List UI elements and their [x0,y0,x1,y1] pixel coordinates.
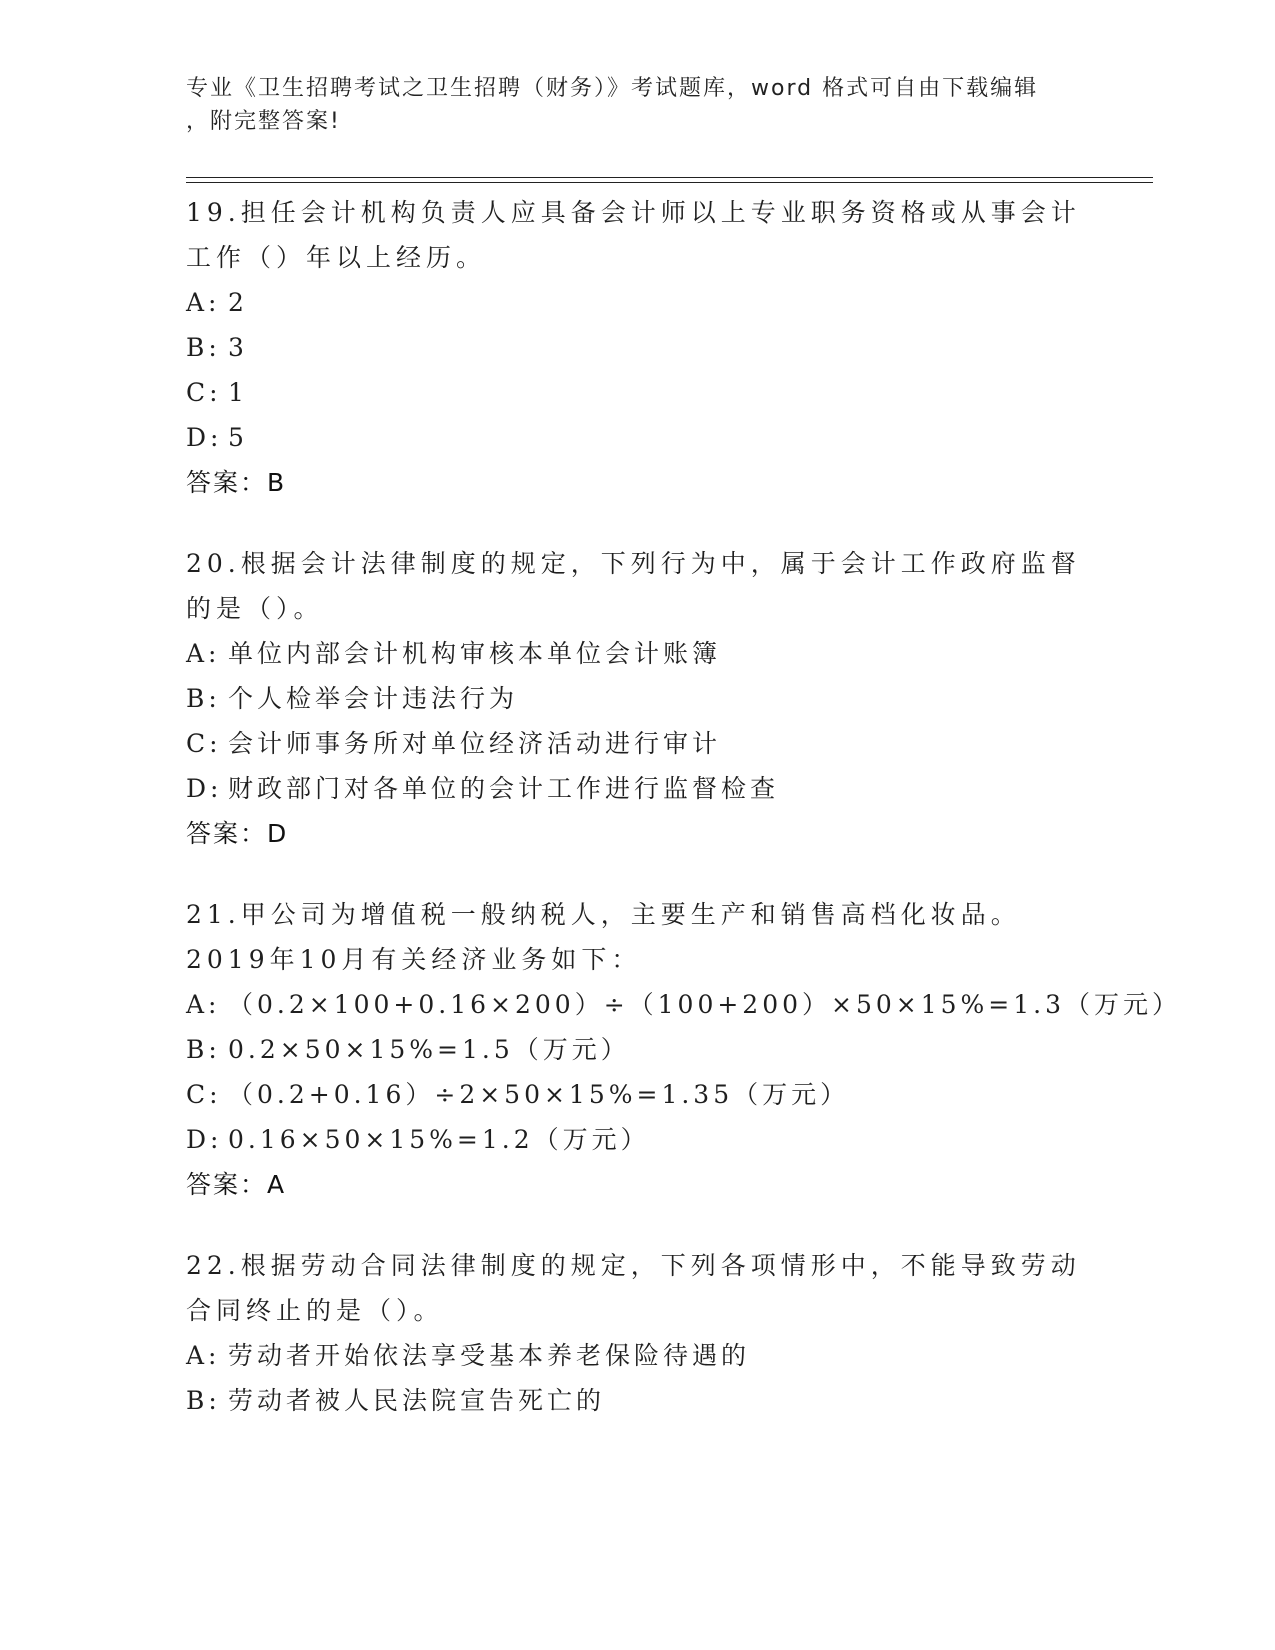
option-letter: C: [186,378,222,407]
answer-option [186,1378,1086,1423]
option-letter: C: [186,729,222,758]
option-text: 2 [228,288,248,317]
answer-key: 答案：A [186,1170,287,1199]
question-list [186,190,1182,1459]
answer-option [186,1333,1086,1378]
answer-option [186,982,1182,1027]
option-letter: A: [186,288,221,317]
option-text: 劳动者被人民法院宣告死亡的 [228,1386,606,1415]
answer-option [186,1117,1086,1162]
option-text: 个人检举会计违法行为 [228,684,519,713]
answer-option [186,1072,1086,1117]
option-text: 会计师事务所对单位经济活动进行审计 [228,729,722,758]
option-text: 财政部门对各单位的会计工作进行监督检查 [228,774,780,803]
answer-option [186,415,1086,460]
option-letter: B: [186,684,221,713]
answer-option [186,280,1086,325]
question-block [186,190,1086,505]
answer-option [186,631,1086,676]
option-letter: B: [186,1035,221,1064]
option-letter: B: [186,1386,221,1415]
question-stem: 21.甲公司为增值税一般纳税人，主要生产和销售高档化妆品。2019年10月有关经济业务如下： [186,900,1021,974]
option-text: 单位内部会计机构审核本单位会计账簿 [228,639,722,668]
option-text: 劳动者开始依法享受基本养老保险待遇的 [228,1341,751,1370]
answer-key: 答案：D [186,819,289,848]
header-divider-top [186,177,1153,178]
header-line-2: ，附完整答案! [186,109,341,134]
option-letter: D: [186,423,223,452]
question-block [186,541,1086,856]
option-text: 5 [228,423,248,452]
option-text: 1 [228,378,248,407]
question-stem: 22.根据劳动合同法律制度的规定，下列各项情形中，不能导致劳动合同终止的是（）。 [186,1251,1081,1325]
option-letter: B: [186,333,221,362]
answer-key: 答案：B [186,468,287,497]
question-stem: 20.根据会计法律制度的规定，下列行为中，属于会计工作政府监督的是（）。 [186,549,1081,623]
option-text: 3 [228,333,248,362]
document-header [186,72,1066,138]
option-letter: A: [186,639,221,668]
answer-option [186,1027,1086,1072]
question-block [186,892,1182,1207]
option-text: （0.2+0.16）÷2×50×15%=1.35（万元） [228,1080,850,1109]
answer-option [186,766,1086,811]
header-line-1: 专业《卫生招聘考试之卫生招聘（财务）》考试题库，word 格式可自由下载编辑 [186,76,1039,101]
answer-option [186,721,1086,766]
option-text: 0.2×50×15%=1.5（万元） [228,1035,630,1064]
answer-option [186,676,1086,721]
option-letter: D: [186,774,223,803]
option-text: （0.2×100+0.16×200）÷（100+200）×50×15%=1.3（万元） [228,990,1182,1019]
answer-option [186,370,1086,415]
option-letter: A: [186,1341,221,1370]
option-letter: C: [186,1080,222,1109]
question-stem: 19.担任会计机构负责人应具备会计师以上专业职务资格或从事会计工作（）年以上经历。 [186,198,1081,272]
answer-option [186,325,1086,370]
header-divider-bottom [186,182,1153,183]
option-letter: D: [186,1125,223,1154]
option-letter: A: [186,990,221,1019]
question-block [186,1243,1086,1423]
option-text: 0.16×50×15%=1.2（万元） [228,1125,650,1154]
